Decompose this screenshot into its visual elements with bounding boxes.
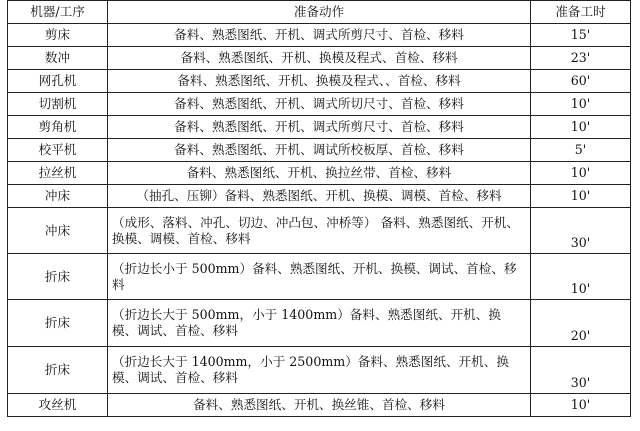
action-cell: 备料、熟悉图纸、开机、调式所剪尺寸、首检、移料 [108, 116, 531, 139]
table-row [8, 254, 631, 300]
table-row [8, 162, 631, 185]
machine-cell: 切割机 [8, 93, 108, 116]
action-cell: （抽孔、压铆）备料、熟悉图纸、开机、换模、调模、首检、移料 [108, 185, 531, 208]
time-cell: 10' [531, 116, 631, 139]
action-cell: 备料、熟悉图纸、开机、换拉丝带、首检、移料 [108, 162, 531, 185]
action-cell: 备料、熟悉图纸、开机、调式所切尺寸、首检、移料 [108, 93, 531, 116]
machine-cell: 网孔机 [8, 70, 108, 93]
action-cell: （折边长小于 500mm）备料、熟悉图纸、开机、换模、调试、首检、移料 [108, 254, 531, 300]
machine-cell: 折床 [8, 300, 108, 347]
table-row [8, 139, 631, 162]
time-cell: 10' [531, 254, 631, 300]
time-cell: 23' [531, 47, 631, 70]
action-cell: （折边长大于 500mm，小于 1400mm）备料、熟悉图纸、开机、换模、调试、首检、移料 [108, 300, 531, 347]
header-action: 准备动作 [108, 1, 531, 24]
header-time: 准备工时 [531, 1, 631, 24]
machine-cell: 冲床 [8, 185, 108, 208]
machine-cell: 校平机 [8, 139, 108, 162]
time-cell: 20' [531, 300, 631, 347]
table-row [8, 93, 631, 116]
table-header-row [8, 1, 631, 24]
header-machine: 机器/工序 [8, 1, 108, 24]
machine-cell: 折床 [8, 347, 108, 394]
table-row [8, 70, 631, 93]
table-row [8, 300, 631, 347]
action-cell: 备料、熟悉图纸、开机、换丝锥、首检、移料 [108, 394, 531, 417]
table-row [8, 116, 631, 139]
table-row [8, 47, 631, 70]
machine-cell: 拉丝机 [8, 162, 108, 185]
machine-cell: 剪床 [8, 24, 108, 47]
time-cell: 5' [531, 139, 631, 162]
table-row [8, 185, 631, 208]
time-cell: 60' [531, 70, 631, 93]
time-cell: 10' [531, 93, 631, 116]
action-cell: （成形、落料、冲孔、切边、冲凸包、冲桥等） 备料、熟悉图纸、开机、换模、调模、首检、移料 [108, 208, 531, 254]
time-cell: 10' [531, 394, 631, 417]
table-row [8, 394, 631, 417]
machine-cell: 剪角机 [8, 116, 108, 139]
time-cell: 10' [531, 185, 631, 208]
machine-cell: 折床 [8, 254, 108, 300]
action-cell: 备料、熟悉图纸、开机、调试所校板厚、首检、移料 [108, 139, 531, 162]
time-cell: 30' [531, 347, 631, 394]
action-cell: （折边长大于 1400mm，小于 2500mm）备料、熟悉图纸、开机、换模、调试、首检、移料 [108, 347, 531, 394]
table-row [8, 24, 631, 47]
time-cell: 15' [531, 24, 631, 47]
table-row [8, 347, 631, 394]
time-cell: 30' [531, 208, 631, 254]
machine-cell: 冲床 [8, 208, 108, 254]
time-cell: 10' [531, 162, 631, 185]
machine-cell: 攻丝机 [8, 394, 108, 417]
action-cell: 备料、熟悉图纸、开机、调式所剪尺寸、首检、移料 [108, 24, 531, 47]
action-cell: 备料、熟悉图纸、开机、换模及程式、、首检、移料 [108, 70, 531, 93]
action-cell: 备料、熟悉图纸、开机、换模及程式、首检、移料 [108, 47, 531, 70]
machine-cell: 数冲 [8, 47, 108, 70]
prep-time-table [7, 0, 631, 417]
table-row [8, 208, 631, 254]
